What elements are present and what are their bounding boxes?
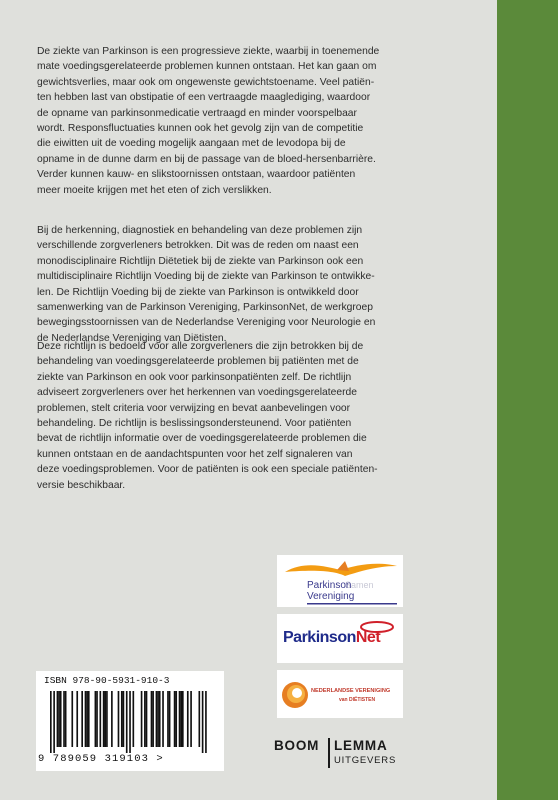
- parkinsonnet-logo: [277, 614, 403, 663]
- parkinson-vereniging-line1: Parkinson: [307, 580, 352, 591]
- text-line: adviseert zorgverleners over het herkennen van voedingsgerelateerde: [37, 387, 357, 399]
- barcode-bar: [146, 691, 148, 747]
- barcode-bar: [71, 691, 73, 747]
- barcode-bar: [58, 691, 60, 747]
- text-line: deze voedingsproblemen. Voor de patiënten is ook een speciale patiënten-: [37, 464, 378, 476]
- barcode-bar: [65, 691, 67, 747]
- barcode-bar: [179, 691, 181, 747]
- barcode-bar: [169, 691, 171, 747]
- barcode-bar: [202, 691, 204, 753]
- text-line: samenwerking van de Parkinson Vereniging, ParkinsonNet, de werkgroep: [37, 302, 373, 314]
- barcode-bar: [156, 691, 158, 747]
- isbn-barcode: [36, 671, 224, 771]
- publisher-name-right: LEMMA: [334, 738, 388, 753]
- text-line: bewegingsstoornissen van de Nederlandse Vereniging voor Neurologie en: [37, 317, 376, 329]
- paragraph-intro: [37, 44, 457, 198]
- barcode-bar: [151, 691, 153, 747]
- isbn-label: ISBN 978-90-5931-910-3: [44, 675, 170, 686]
- barcode-bar: [121, 691, 123, 747]
- barcode-bar: [104, 691, 106, 747]
- barcode-bar: [129, 691, 131, 753]
- publisher-name-left: BOOM: [274, 738, 320, 753]
- nvd-line2: van DIËTISTEN: [339, 697, 376, 703]
- barcode-bar: [174, 691, 176, 747]
- barcode-bar: [180, 691, 182, 747]
- barcode-bar: [190, 691, 192, 747]
- circles-icon: [281, 680, 311, 710]
- text-line: behandeling. De richtlijn is beslissingsondersteunend. Voor patiënten: [37, 418, 352, 430]
- paragraph-collaboration: [37, 223, 457, 346]
- barcode-bar: [60, 691, 62, 747]
- text-line: behandeling van voedingsgerelateerde problemen bij patiënten met de: [37, 356, 359, 368]
- text-line: multidisciplinaire Richtlijn Voeding bij de ziekte van Parkinson te ontwikke-: [37, 271, 375, 283]
- bird-icon: [279, 557, 401, 581]
- text-line: ten hebben last van obstipatie of een vertraagde maaglediging, waardoor: [37, 92, 371, 104]
- barcode-bar: [50, 691, 52, 753]
- text-line: ziekte van Parkinson en ook voor parkinsonpatiënten zelf. De richtlijn: [37, 371, 352, 383]
- barcode-bar: [199, 691, 201, 747]
- parkinson-vereniging-line2: Vereniging: [307, 591, 355, 602]
- text-line: Bij de herkenning, diagnostiek en behandeling van deze problemen zijn: [37, 225, 363, 236]
- text-line: problemen, stelt criteria voor verwijzing en bevat aanbevelingen voor: [37, 402, 351, 414]
- barcode-icon: [50, 691, 215, 753]
- text-line: kunnen ontstaan en de aandachtspunten voor het zelf signaleren van: [37, 448, 353, 460]
- text-line: meer moeite krijgen met het eten of zich verslikken.: [37, 184, 272, 196]
- text-line: Verder kunnen kauw- en slikstoornissen ontstaan, waardoor patiënten: [37, 169, 356, 181]
- barcode-bar: [96, 691, 98, 747]
- text-line: versie beschikbaar.: [37, 479, 126, 491]
- text-line: de opname van parkinsonmedicatie vertraagd en minder voorspelbaar: [37, 107, 357, 119]
- barcode-bar: [167, 691, 169, 747]
- text-line: len. De Richtlijn Voeding bij de ziekte van Parkinson is ontwikkeld door: [37, 286, 359, 298]
- text-line: bevat de richtlijn informatie over de voedingsgerelateerde problemen die: [37, 433, 367, 445]
- nvd-logo: [277, 670, 403, 718]
- parkinsonnet-part2: Net: [355, 629, 381, 646]
- barcode-bar: [53, 691, 55, 753]
- text-line: wordt. Responsfluctuaties kunnen ook het gevolg zijn van de competitie: [37, 123, 364, 135]
- barcode-bar: [76, 691, 78, 747]
- publisher-divider: [328, 738, 330, 768]
- barcode-bar: [205, 691, 207, 753]
- text-line: monodisciplinaire Richtlijn Diëtetiek bij de ziekte van Parkinson ook een: [37, 255, 364, 267]
- barcode-bar: [187, 691, 189, 747]
- green-edge-strip: [497, 0, 558, 800]
- text-line: opname in de dunne darm en bij de passage van de bloed-hersenbarrière.: [37, 153, 376, 165]
- text-line: Deze richtlijn is bedoeld voor alle zorgverleners die zijn betrokken bij de: [37, 341, 364, 352]
- barcode-bar: [133, 691, 135, 747]
- barcode-bar: [159, 691, 161, 747]
- parkinson-vereniging-logo: [277, 555, 403, 607]
- barcode-bar: [111, 691, 113, 747]
- nvd-line1: NEDERLANDSE VERENIGING: [311, 688, 391, 694]
- text-line: die eiwitten uit de voeding mogelijk aangaan met de levodopa bij de: [37, 138, 346, 150]
- swoosh-icon: [357, 620, 397, 634]
- barcode-bar: [95, 691, 97, 747]
- text-line: mate voedingsgerelateerde problemen kunnen ontstaan. Het kan gaan om: [37, 61, 377, 73]
- barcode-bar: [81, 691, 83, 747]
- parkinson-vereniging-ghost-text: Samen: [345, 580, 374, 590]
- publisher-subtitle: UITGEVERS: [334, 755, 397, 766]
- underline-decoration: [307, 603, 397, 607]
- barcode-bar: [157, 691, 159, 747]
- barcode-bar: [85, 691, 87, 747]
- barcode-bar: [123, 691, 125, 747]
- barcode-bar: [141, 691, 143, 747]
- barcode-bar: [100, 691, 102, 747]
- barcode-bar: [88, 691, 90, 747]
- barcode-bar: [126, 691, 128, 753]
- parkinsonnet-part1: Parkinson: [283, 629, 356, 646]
- barcode-bar: [118, 691, 120, 747]
- barcode-bar: [63, 691, 65, 747]
- barcode-bar: [162, 691, 164, 747]
- text-line: gewichtsverlies, maar ook om ongewenste gewichtstoename. Veel patiën-: [37, 76, 375, 88]
- barcode-bar: [103, 691, 105, 747]
- barcode-bar: [86, 691, 88, 747]
- barcode-bar: [106, 691, 108, 747]
- barcode-bar: [175, 691, 177, 747]
- text-line: De ziekte van Parkinson is een progressieve ziekte, waarbij in toenemende: [37, 46, 380, 57]
- barcode-bar: [152, 691, 154, 747]
- ean-digits: 9 789059 319103 >: [38, 753, 164, 765]
- barcode-bar: [57, 691, 59, 747]
- text-line: de Nederlandse Vereniging van Diëtisten.: [37, 332, 227, 344]
- barcode-bar: [144, 691, 146, 747]
- text-line: verschillende zorgverleners betrokken. Dit was de reden om naast een: [37, 240, 359, 252]
- barcode-bar: [182, 691, 184, 747]
- paragraph-audience: [37, 339, 457, 493]
